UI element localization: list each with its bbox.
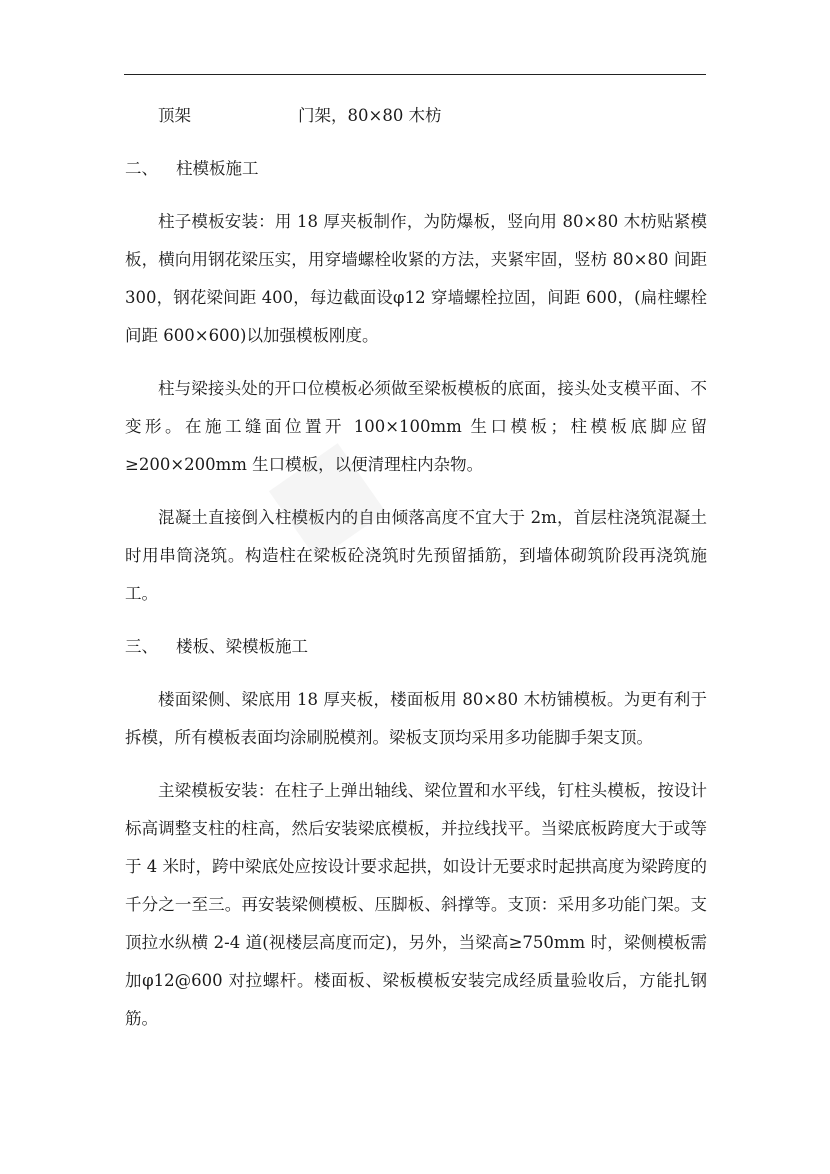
paragraph: 混凝土直接倒入柱模板内的自由倾落高度不宜大于 2m，首层柱浇筑混凝土时用串筒浇筑。构造柱在梁板砼浇筑时先预留插筋，到墙体砌筑阶段再浇筑施工。 <box>125 508 707 603</box>
section-heading <box>125 628 707 666</box>
header-rule <box>124 74 706 75</box>
paragraph: 楼面梁侧、梁底用 18 厚夹板，楼面板用 80×80 木枋铺模板。为更有利于拆模，所有模板表面均涂刷脱模剂。梁板支顶均采用多功能脚手架支顶。 <box>125 690 707 747</box>
row-label: 顶架 <box>158 106 191 125</box>
section-title: 柱模板施工 <box>176 159 259 178</box>
section-number: 二、 <box>125 159 158 178</box>
section-heading <box>125 150 707 188</box>
section-number: 三、 <box>125 637 158 656</box>
paragraph: 柱与梁接头处的开口位模板必须做至梁板模板的底面，接头处支模平面、不变形。在施工缝面位置开 100×100mm 生口模板；柱模板底脚应留≥200×200mm 生口模板，以便清理柱内杂物。 <box>125 379 707 474</box>
row-value: 门架，80×80 木枋 <box>298 106 442 125</box>
table-row <box>125 97 707 135</box>
section-title: 楼板、梁模板施工 <box>176 637 308 656</box>
document-body <box>125 97 707 1053</box>
paragraph: 主梁模板安装：在柱子上弹出轴线、梁位置和水平线，钉柱头模板，按设计标高调整支柱的柱高，然后安装梁底模板，并拉线找平。当梁底板跨度大于或等于 4 米时，跨中梁底处应按设计要求起拱，如设计无要求时起拱高度为梁跨度的千分之一至三。再安装梁侧模板、压脚板、斜撑等。支顶：采用多功能门架。支顶拉水纵横 2-4 道(视楼层高度而定)，另外，当梁高≥750mm 时，梁侧模板需加φ12@600 对拉螺杆。楼面板、梁板模板安装完成经质量验收后，方能扎钢筋。 <box>125 781 707 1028</box>
paragraph: 柱子模板安装：用 18 厚夹板制作，为防爆板，竖向用 80×80 木枋贴紧模板，横向用钢花梁压实，用穿墙螺栓收紧的方法，夹紧牢固，竖枋 80×80 间距 300，钢花梁间距 400，每边截面设φ12 穿墙螺栓拉固，间距 600，(扁柱螺栓间距 600×600)以加强模板刚度。 <box>125 212 707 345</box>
